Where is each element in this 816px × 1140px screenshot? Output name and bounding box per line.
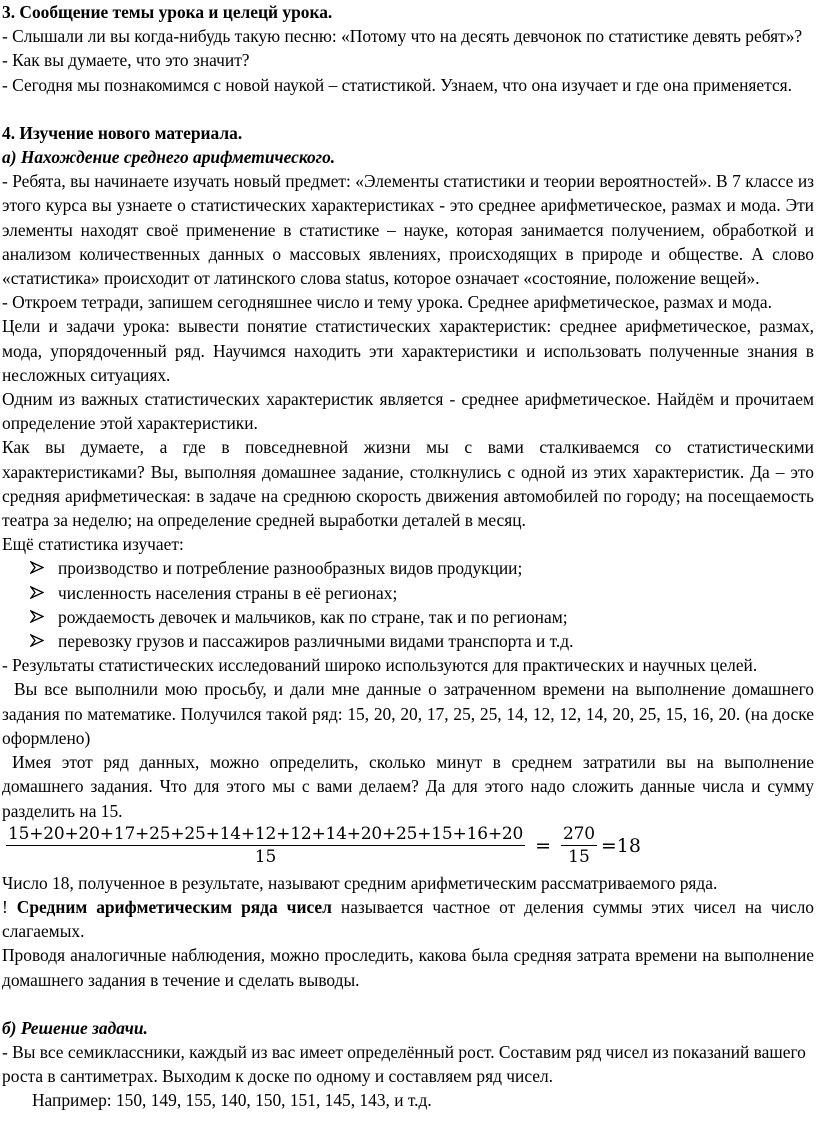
section-4-paragraph-4: Одним из важных статистических характеристик является - среднее арифметическое. Найдём и прочитаем определение этой характеристики. <box>2 389 814 434</box>
list-item <box>30 605 814 629</box>
section-3-line-1: - Слышали ли вы когда-нибудь такую песню: «Потому что на десять девчонок по статистике девять ребят»? <box>2 26 803 47</box>
formula-result: =18 <box>600 834 641 857</box>
definition-paragraph <box>2 895 814 943</box>
section-4-paragraph-10: Число 18, полученное в результате, называют средним арифметическим рассматриваемого ряда. <box>2 872 718 893</box>
section-3-line-2: - Как вы думаете, что это значит? <box>2 50 250 71</box>
definition-mark: ! <box>2 896 8 917</box>
section-4-paragraph-2: - Откроем тетради, запишем сегодняшнее число и тему урока. Среднее арифметическое, размах и мода. <box>2 292 772 313</box>
arrowhead-bullet-icon <box>30 629 58 653</box>
total-numerator: 270 <box>563 824 595 845</box>
list-item-text: производство и потребление разнообразных видов продукции; <box>58 558 523 579</box>
section-3-heading: 3. Сообщение темы урока и целецй урока. <box>2 2 333 22</box>
section-4-heading: 4. Изучение нового материала. <box>2 122 243 143</box>
definition-text: называется частное от деления суммы этих чисел на число слагаемых. <box>2 896 814 942</box>
section-4-paragraph-9: Имея этот ряд данных, можно определить, сколько минут в среднем затратили вы на выполнение домашнего задания. Что для этого мы с вами делаем? Да для этого надо сложить данные числа и сумму разделить на 15. <box>2 752 814 821</box>
total-fraction <box>561 824 597 867</box>
statistics-topics-list <box>2 556 814 653</box>
equals-sign: = <box>535 834 552 857</box>
section-4-paragraph-11: Проводя аналогичные наблюдения, можно проследить, какова была средняя затрата времени на выполнение домашнего задания в течение и сделать выводы. <box>2 945 814 990</box>
sum-fraction <box>6 824 525 867</box>
section-b-paragraph-1: - Вы все семиклассники, каждый из вас имеет определённый рост. Составим ряд чисел из показаний вашего роста в сантиметрах. Выходим к доске по одному и составляем ряд чисел. <box>2 1041 806 1087</box>
list-item <box>30 581 814 605</box>
arrowhead-bullet-icon <box>30 605 58 629</box>
definition-term: Средним арифметическим ряда чисел <box>16 896 332 917</box>
total-denominator: 15 <box>568 847 590 868</box>
spacer <box>2 97 814 121</box>
section-3-line-3: - Сегодня мы познакомимся с новой наукой – статистикой. Узнаем, что она изучает и где она применяется. <box>2 74 793 95</box>
list-item-text: численность населения страны в её регионах; <box>58 582 398 603</box>
arrowhead-bullet-icon <box>30 581 58 605</box>
list-item <box>30 629 814 653</box>
section-b-paragraph-2: Например: 150, 149, 155, 140, 150, 151, 145, 143, и т.д. <box>32 1090 432 1111</box>
list-item <box>30 556 814 580</box>
list-item-text: перевозку грузов и пассажиров различными видами транспорта и т.д. <box>58 631 574 652</box>
list-item-text: рождаемость девочек и мальчиков, как по стране, так и по регионам; <box>58 606 568 627</box>
section-b-subheading: б) Решение задачи. <box>2 1017 148 1038</box>
section-4-paragraph-7: - Результаты статистических исследований широко используются для практических и научных целей. <box>2 655 758 676</box>
section-4-paragraph-3: Цели и задачи урока: вывести понятие статистических характеристик: среднее арифметическое, размах, мода, упорядоченный ряд. Научимся находить эти характеристики и использовать полученные знания в несложных ситуациях. <box>2 316 814 385</box>
section-4-paragraph-1: - Ребята, вы начинаете изучать новый предмет: «Элементы статистики и теории вероятностей». В 7 классе из этого курса вы узнаете о статистических характеристиках - это среднее арифметическое, размах и мода. Эти элементы находят своё применение в статистике – науке, которая занимается получением, обработкой и анализом количественных данных о массовых явлениях, происходящих в природе и обществе. А слово «статистика» происходит от латинского слова status, которое означает «состояние, положение вещей». <box>2 171 814 289</box>
section-4-paragraph-5: Как вы думаете, а где в повседневной жизни мы с вами сталкиваемся со статистическими характеристиками? Вы, выполняя домашнее задание, столкнулись с одной из этих характеристик. Да – это средняя арифметическая: в задаче на среднюю скорость движения автомобилей по городу; на посещаемость театра за неделю; на определение средней выработки деталей в месяц. <box>2 437 814 531</box>
section-4-paragraph-6: Ещё статистика изучает: <box>2 534 184 555</box>
section-4-subheading: а) Нахождение среднего арифметического. <box>2 147 336 168</box>
sum-numerator: 15+20+20+17+25+25+14+12+12+14+20+25+15+16+20 <box>8 824 524 845</box>
spacer <box>2 992 814 1016</box>
sum-denominator: 15 <box>254 847 277 868</box>
section-4-paragraph-8: Вы все выполнили мою просьбу, и дали мне данные о затраченном времени на выполнение домашнего задания по математике. Получился такой ряд: 15, 20, 20, 17, 25, 25, 14, 12, 12, 14, 20, 25, 15, 16, 20. (на доске оформлено) <box>2 679 814 748</box>
mean-formula <box>6 823 814 869</box>
arrowhead-bullet-icon <box>30 556 58 580</box>
